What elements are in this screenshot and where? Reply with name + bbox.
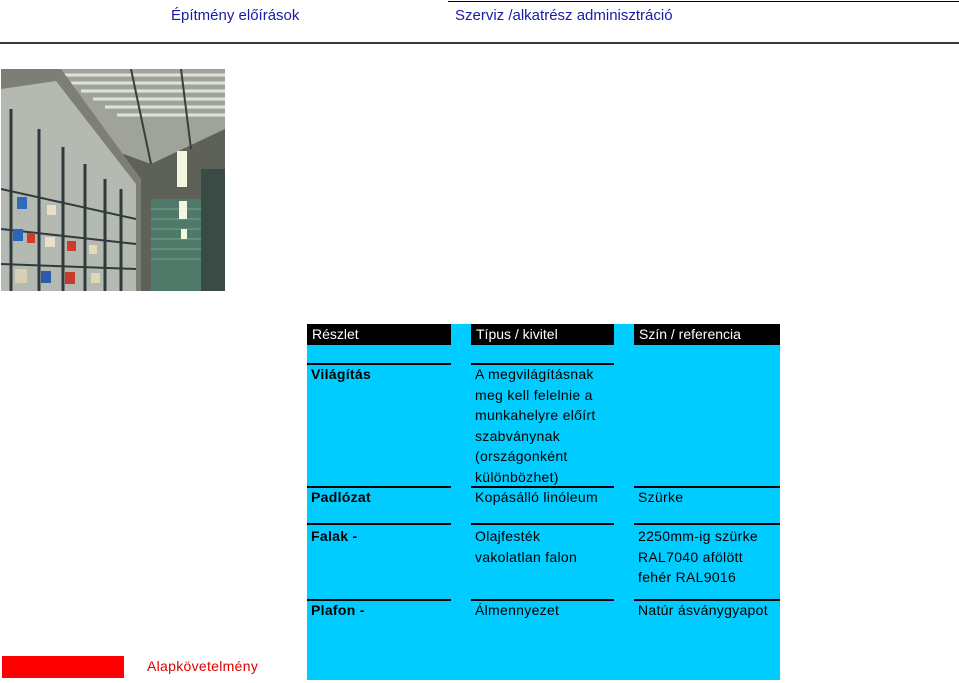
color-line: RAL7040 afölött bbox=[638, 548, 743, 565]
footer-accent-bar bbox=[2, 656, 124, 678]
row-ceiling-type: Álmennyezet bbox=[475, 602, 560, 618]
column-header-type: Típus / kivitel bbox=[471, 324, 614, 345]
row-floor-detail: Padlózat bbox=[311, 489, 371, 505]
header-bottom-rule bbox=[0, 42, 959, 44]
row-rule bbox=[634, 523, 780, 525]
row-rule bbox=[307, 523, 451, 525]
header-top-rule bbox=[448, 1, 959, 2]
type-line: különbözhet) bbox=[475, 468, 559, 485]
type-line: (országonként bbox=[475, 448, 568, 464]
column-header-color: Szín / referencia bbox=[634, 324, 780, 345]
footer-label: Alapkövetelmény bbox=[147, 658, 259, 674]
type-line: A megvilágításnak bbox=[475, 366, 594, 382]
type-line: munkahelyre előírt bbox=[475, 407, 596, 423]
row-floor-type: Kopásálló linóleum bbox=[475, 489, 598, 505]
warehouse-photo bbox=[1, 69, 225, 291]
color-line: 2250mm-ig szürke bbox=[638, 528, 758, 544]
row-rule bbox=[471, 523, 614, 525]
row-lighting-type bbox=[475, 364, 596, 487]
color-line: fehér RAL9016 bbox=[638, 569, 737, 585]
row-ceiling-color: Natúr ásványgyapot bbox=[638, 602, 768, 618]
type-line: meg kell felelnie a bbox=[475, 386, 593, 403]
page-header bbox=[0, 0, 959, 44]
type-line: vakolatlan falon bbox=[475, 548, 578, 565]
type-line: szabványnak bbox=[475, 427, 561, 444]
row-ceiling-detail: Plafon - bbox=[311, 602, 365, 618]
row-walls-detail: Falak - bbox=[311, 528, 358, 544]
type-line: Olajfesték bbox=[475, 528, 541, 544]
header-right-title: Szerviz /alkatrész adminisztráció bbox=[455, 7, 673, 24]
row-lighting-detail: Világítás bbox=[311, 366, 372, 382]
row-walls-type bbox=[475, 526, 577, 567]
column-header-detail: Részlet bbox=[307, 324, 451, 345]
row-walls-color bbox=[638, 526, 758, 588]
header-left-title: Építmény előírások bbox=[171, 7, 300, 24]
row-floor-color: Szürke bbox=[638, 489, 684, 505]
